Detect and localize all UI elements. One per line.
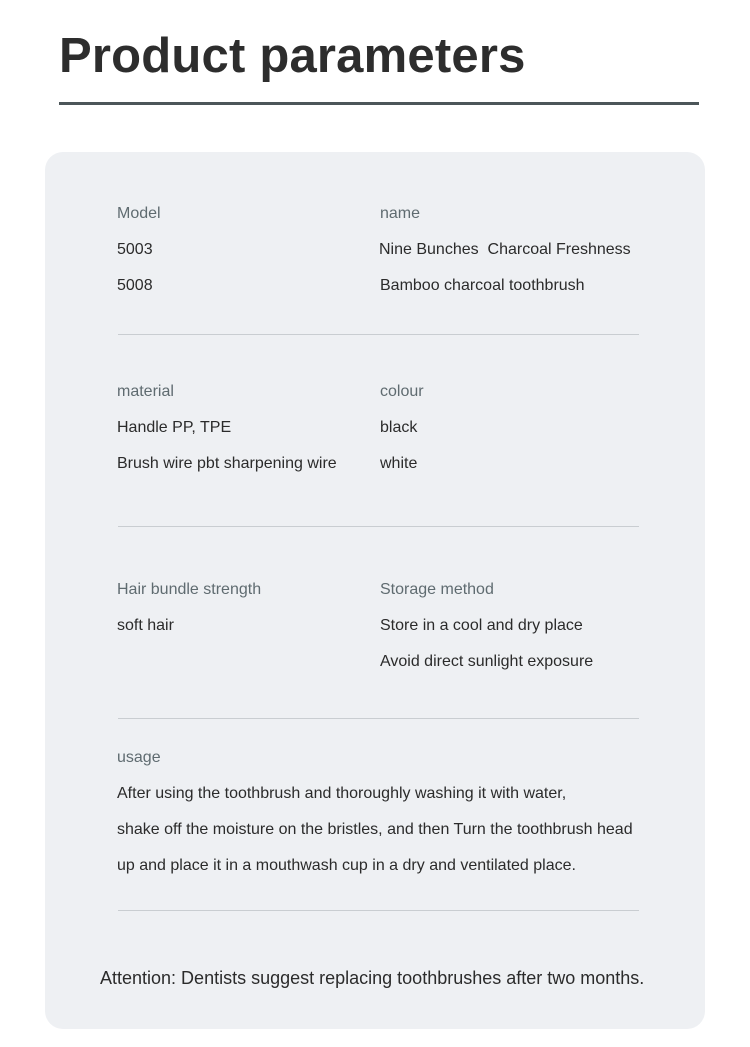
title-divider: [59, 102, 699, 105]
section-divider: [118, 526, 639, 527]
page-title: Product parameters: [59, 29, 526, 83]
usage-line-2: shake off the moisture on the bristles, and then Turn the toothbrush head: [117, 821, 633, 838]
material-value-2: Brush wire pbt sharpening wire: [117, 455, 337, 472]
usage-line-3: up and place it in a mouthwash cup in a dry and ventilated place.: [117, 857, 576, 874]
usage-line-1: After using the toothbrush and thoroughly washing it with water,: [117, 785, 567, 802]
name-value-1: Nine Bunches Charcoal Freshness: [379, 241, 631, 258]
model-label: Model: [117, 205, 161, 222]
hair-strength-value: soft hair: [117, 617, 174, 634]
attention-note: Attention: Dentists suggest replacing toothbrushes after two months.: [100, 968, 645, 988]
parameters-card: [45, 152, 705, 1029]
section-divider: [118, 334, 639, 335]
section-divider: [118, 910, 639, 911]
hair-strength-label: Hair bundle strength: [117, 581, 262, 598]
colour-value-2: white: [380, 455, 418, 472]
material-label: material: [117, 383, 174, 400]
model-value-2: 5008: [117, 277, 153, 294]
name-value-2: Bamboo charcoal toothbrush: [380, 277, 585, 294]
material-value-1: Handle PP, TPE: [117, 419, 232, 436]
storage-value-2: Avoid direct sunlight exposure: [380, 653, 594, 670]
storage-label: Storage method: [380, 581, 494, 598]
storage-value-1: Store in a cool and dry place: [380, 617, 583, 634]
colour-label: colour: [380, 383, 424, 400]
usage-label: usage: [117, 749, 161, 766]
name-label: name: [380, 205, 421, 222]
colour-value-1: black: [380, 419, 418, 436]
section-divider: [118, 718, 639, 719]
model-value-1: 5003: [117, 241, 153, 258]
